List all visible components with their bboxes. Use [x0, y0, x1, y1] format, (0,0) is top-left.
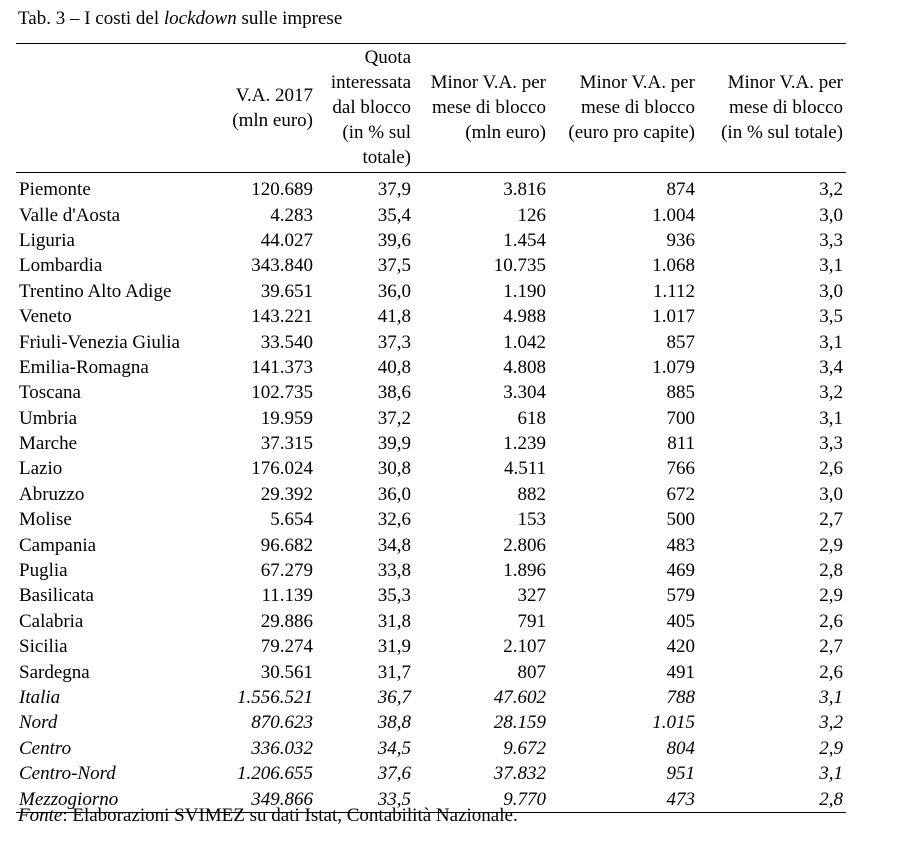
cell-value: 3,2: [819, 712, 843, 734]
cell-value: 766: [666, 458, 695, 480]
region-name: Calabria: [19, 610, 84, 632]
cell-value: 672: [666, 483, 695, 505]
cell-value: 37,2: [377, 407, 411, 429]
cell-value: 30.561: [260, 661, 313, 683]
region-name: Puglia: [19, 560, 68, 582]
cell-value: 36,0: [377, 280, 411, 302]
aggregate-row: [16, 710, 846, 735]
cell-value: 102.735: [251, 382, 313, 404]
cell-value: 4.808: [503, 356, 546, 378]
table-row: [16, 173, 846, 203]
cell-value: 491: [666, 661, 695, 683]
cell-value: 2,8: [819, 560, 843, 582]
title-prefix: Tab. 3 – I costi del: [18, 8, 164, 29]
table-row: [16, 202, 846, 227]
cell-value: 807: [517, 661, 546, 683]
cell-value: 349.866: [208, 786, 316, 812]
cell-value: 143.221: [251, 306, 313, 328]
region-name: Sicilia: [19, 636, 68, 658]
cell-value: 3,2: [819, 382, 843, 404]
cell-value: 618: [517, 407, 546, 429]
cell-value: 31,7: [377, 661, 411, 683]
table-row: [16, 355, 846, 380]
table-row: [16, 253, 846, 278]
cell-value: 469: [666, 560, 695, 582]
region-name: Lombardia: [19, 255, 103, 277]
cell-value: 3,3: [819, 433, 843, 455]
region-name: Piemonte: [19, 179, 91, 201]
table-row: [16, 228, 846, 253]
table-row: [16, 279, 846, 304]
cell-value: 1.068: [652, 255, 695, 277]
cell-value: 1.206.655: [237, 763, 313, 785]
cell-value: 1.896: [503, 560, 546, 582]
cell-value: 936: [666, 229, 695, 251]
cell-value: 4.988: [503, 306, 546, 328]
cell-value: 1.454: [503, 229, 546, 251]
cell-value: 2,8: [698, 786, 846, 812]
cell-value: 3,1: [819, 763, 843, 785]
cell-value: 2,9: [819, 585, 843, 607]
cell-value: 39.651: [260, 280, 313, 302]
area-name: Mezzogiorno: [16, 786, 208, 812]
cell-value: 11.139: [261, 585, 313, 607]
cell-value: 37,9: [377, 179, 411, 201]
cell-value: 1.556.521: [237, 687, 313, 708]
region-name: Molise: [19, 509, 72, 531]
cell-value: 327: [517, 585, 546, 607]
region-name: Basilicata: [19, 585, 94, 607]
table-row: [16, 406, 846, 431]
table-row: [16, 380, 846, 405]
header-blank: [16, 44, 208, 173]
cell-value: 788: [666, 687, 695, 708]
cell-value: 3,0: [819, 204, 843, 226]
region-name: Friuli-Venezia Giulia: [19, 331, 180, 353]
header-quota-interessata: Quota interessata dal blocco (in % sul totale): [316, 44, 414, 173]
table-row: [16, 507, 846, 532]
cell-value: 38,8: [377, 712, 411, 734]
table-row: [16, 659, 846, 684]
region-name: Veneto: [19, 306, 72, 328]
cell-value: 2,6: [819, 458, 843, 480]
cell-value: 29.886: [260, 610, 313, 632]
cell-value: 34,5: [377, 737, 411, 759]
cell-value: 473: [549, 786, 698, 812]
cell-value: 3,0: [819, 483, 843, 505]
aggregate-row: [16, 736, 846, 761]
cell-value: 33,8: [377, 560, 411, 582]
aggregate-row: [16, 761, 846, 786]
cell-value: 4.511: [503, 458, 546, 480]
cell-value: 336.032: [251, 737, 313, 759]
table-row: [16, 634, 846, 659]
cell-value: 44.027: [260, 229, 313, 251]
region-name: Emilia-Romagna: [19, 356, 149, 378]
cell-value: 1.042: [503, 331, 546, 353]
area-name: Italia: [19, 687, 61, 708]
cell-value: 1.004: [652, 204, 695, 226]
cell-value: 67.279: [260, 560, 313, 582]
cell-value: 870.623: [251, 712, 313, 734]
region-name: Toscana: [19, 382, 81, 404]
cell-value: 120.689: [251, 179, 313, 201]
header-minor-va-mln: Minor V.A. per mese di blocco (mln euro): [414, 44, 549, 173]
cell-value: 47.602: [493, 687, 546, 708]
cell-value: 3,3: [819, 229, 843, 251]
cell-value: 36,0: [377, 483, 411, 505]
cell-value: 31,8: [377, 610, 411, 632]
cell-value: 3,1: [819, 331, 843, 353]
cell-value: 141.373: [251, 356, 313, 378]
cell-value: 3,2: [819, 179, 843, 201]
cell-value: 29.392: [260, 483, 313, 505]
table-row: [16, 482, 846, 507]
cell-value: 1.017: [652, 306, 695, 328]
table-row: [16, 583, 846, 608]
cell-value: 3,1: [819, 407, 843, 429]
cell-value: 79.274: [260, 636, 313, 658]
region-name: Trentino Alto Adige: [19, 280, 172, 302]
cell-value: 19.959: [260, 407, 313, 429]
cell-value: 3.304: [503, 382, 546, 404]
cell-value: 153: [517, 509, 546, 531]
cell-value: 1.112: [652, 280, 695, 302]
cell-value: 804: [666, 737, 695, 759]
title-suffix: sulle imprese: [236, 8, 343, 29]
cell-value: 3,4: [819, 356, 843, 378]
region-name: Lazio: [19, 458, 63, 480]
table-row: [16, 431, 846, 456]
cell-value: 700: [666, 407, 695, 429]
cell-value: 1.015: [652, 712, 695, 734]
cell-value: 500: [666, 509, 695, 531]
table-row: [16, 532, 846, 557]
cell-value: 2,9: [819, 534, 843, 556]
cell-value: 2,7: [819, 636, 843, 658]
cell-value: 10.735: [493, 255, 546, 277]
aggregate-row: [16, 685, 846, 710]
header-minor-va-pro-capite: Minor V.A. per mese di blocco (euro pro capite): [549, 44, 698, 173]
cell-value: 126: [517, 204, 546, 226]
cell-value: 420: [666, 636, 695, 658]
source-note: [18, 803, 518, 829]
area-name: Centro-Nord: [19, 763, 116, 785]
region-name: Marche: [19, 433, 78, 455]
cell-value: 34,8: [377, 534, 411, 556]
region-name: Umbria: [19, 407, 78, 429]
table-title: [18, 6, 342, 32]
cell-value: 9.770: [414, 786, 549, 812]
cell-value: 1.079: [652, 356, 695, 378]
cell-value: 791: [517, 610, 546, 632]
cell-value: 37,3: [377, 331, 411, 353]
cell-value: 2.107: [503, 636, 546, 658]
cell-value: 3,1: [819, 255, 843, 277]
region-name: Liguria: [19, 229, 75, 251]
cell-value: 811: [667, 433, 695, 455]
cell-value: 33,5: [316, 786, 414, 812]
cell-value: 35,3: [377, 585, 411, 607]
header-minor-va-percent: Minor V.A. per mese di blocco (in % sul totale): [698, 44, 846, 173]
cell-value: 3,5: [819, 306, 843, 328]
table-row: [16, 456, 846, 481]
table-row: [16, 609, 846, 634]
region-name: Abruzzo: [19, 483, 85, 505]
header-va-2017: V.A. 2017 (mln euro): [208, 44, 316, 173]
cell-value: 2,6: [819, 661, 843, 683]
cell-value: 2,7: [819, 509, 843, 531]
cell-value: 405: [666, 610, 695, 632]
cell-value: 28.159: [493, 712, 546, 734]
region-name: Campania: [19, 534, 97, 556]
cell-value: 176.024: [251, 458, 313, 480]
cell-value: 343.840: [251, 255, 313, 277]
title-italic: lockdown: [163, 8, 237, 29]
cell-value: 37,6: [377, 763, 411, 785]
table-row: [16, 304, 846, 329]
header-row: [16, 44, 846, 173]
cell-value: 96.682: [260, 534, 313, 556]
cell-value: 885: [666, 382, 695, 404]
region-name: Sardegna: [19, 661, 90, 683]
cell-value: 36,7: [377, 687, 411, 708]
area-name: Centro: [19, 737, 72, 759]
source-label: Fonte: [18, 805, 63, 826]
cell-value: 37.315: [260, 433, 313, 455]
cell-value: 39,9: [377, 433, 411, 455]
region-name: Valle d'Aosta: [19, 204, 121, 226]
cell-value: 882: [517, 483, 546, 505]
table-body: [16, 173, 846, 813]
cell-value: 1.239: [503, 433, 546, 455]
cell-value: 9.672: [503, 737, 546, 759]
cell-value: 40,8: [377, 356, 411, 378]
table-row: [16, 558, 846, 583]
table-row: [16, 329, 846, 354]
cell-value: 3,0: [819, 280, 843, 302]
cell-value: 874: [666, 179, 695, 201]
cell-value: 31,9: [377, 636, 411, 658]
cell-value: 41,8: [377, 306, 411, 328]
cell-value: 30,8: [377, 458, 411, 480]
cell-value: 38,6: [377, 382, 411, 404]
cell-value: 39,6: [377, 229, 411, 251]
cell-value: 35,4: [377, 204, 411, 226]
cell-value: 951: [666, 763, 695, 785]
cell-value: 33.540: [260, 331, 313, 353]
source-text: : Elaborazioni SVIMEZ su dati Istat, Contabilità Nazionale.: [62, 805, 518, 826]
cell-value: 3,1: [819, 687, 843, 708]
cell-value: 2,6: [819, 610, 843, 632]
cell-value: 32,6: [377, 509, 411, 531]
cell-value: 3.816: [503, 179, 546, 201]
cell-value: 5.654: [270, 509, 313, 531]
cell-value: 483: [666, 534, 695, 556]
cell-value: 1.190: [503, 280, 546, 302]
cell-value: 2,9: [819, 737, 843, 759]
cell-value: 4.283: [270, 204, 313, 226]
cell-value: 2.806: [503, 534, 546, 556]
data-table: [16, 43, 846, 813]
area-name: Nord: [19, 712, 58, 734]
cell-value: 857: [666, 331, 695, 353]
cell-value: 37,5: [377, 255, 411, 277]
table-header: [16, 44, 846, 173]
cell-value: 37.832: [493, 763, 546, 785]
cell-value: 579: [666, 585, 695, 607]
